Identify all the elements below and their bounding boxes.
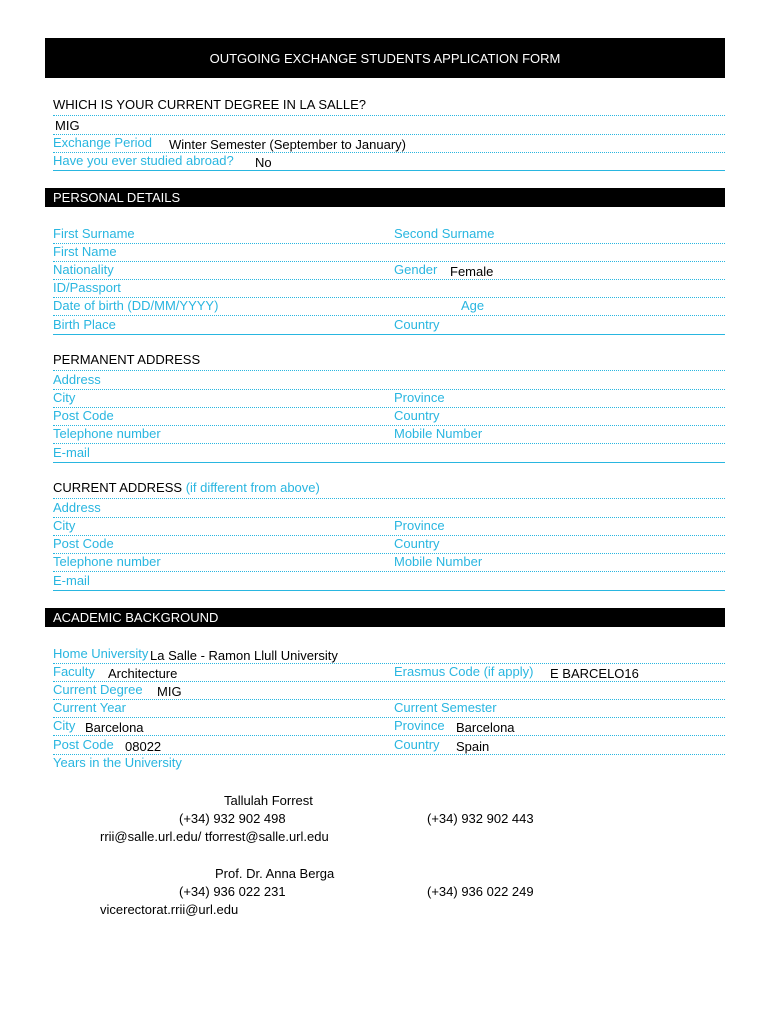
faculty-label: Faculty — [53, 664, 95, 679]
age-label: Age — [461, 298, 485, 313]
home-university-row[interactable] — [53, 645, 725, 664]
studied-abroad-row[interactable] — [53, 152, 725, 171]
exchange-period-label: Exchange Period — [53, 135, 153, 150]
academic-city-label: City — [53, 718, 76, 733]
perm-address-row[interactable] — [53, 371, 725, 390]
academic-postcode-label: Post Code — [53, 737, 114, 752]
academic-postcode-row[interactable] — [53, 736, 725, 755]
academic-province-label: Province — [394, 718, 445, 733]
degree-heading-line — [53, 97, 725, 116]
dob-row[interactable] — [53, 297, 725, 316]
degree-heading: WHICH IS YOUR CURRENT DEGREE IN LA SALLE? — [53, 97, 367, 112]
curr-mobile-label: Mobile Number — [394, 554, 483, 569]
home-university-label: Home University — [53, 646, 149, 661]
current-semester-label: Current Semester — [394, 700, 497, 715]
current-address-title: CURRENT ADDRESS — [53, 480, 183, 495]
birth-country-label: Country — [394, 317, 440, 332]
nationality-label: Nationality — [53, 262, 114, 277]
curr-postcode-row[interactable] — [53, 535, 725, 554]
second-surname-label: Second Surname — [394, 226, 495, 241]
exchange-period-row[interactable] — [53, 134, 725, 153]
academic-city-row[interactable] — [53, 717, 725, 736]
home-university-value[interactable]: La Salle - Ramon Llull University — [150, 648, 338, 663]
id-passport-row[interactable] — [53, 279, 725, 298]
academic-background-bar — [45, 608, 725, 627]
contact-1-phone: (+34) 932 902 498 — [179, 811, 286, 826]
curr-email-row[interactable] — [53, 572, 725, 591]
permanent-address-heading: PERMANENT ADDRESS — [53, 352, 201, 367]
perm-country-label: Country — [394, 408, 440, 423]
curr-country-label: Country — [394, 536, 440, 551]
perm-province-label: Province — [394, 390, 445, 405]
curr-city-label: City — [53, 518, 76, 533]
first-surname-label: First Surname — [53, 226, 135, 241]
perm-city-label: City — [53, 390, 76, 405]
current-degree-label: Current Degree — [53, 682, 143, 697]
curr-province-label: Province — [394, 518, 445, 533]
curr-telephone-label: Telephone number — [53, 554, 161, 569]
academic-country-label: Country — [394, 737, 440, 752]
personal-details-bar — [45, 188, 725, 207]
perm-email-row[interactable] — [53, 444, 725, 463]
perm-telephone-label: Telephone number — [53, 426, 161, 441]
contact-1-fax: (+34) 932 902 443 — [427, 811, 534, 826]
current-degree-value[interactable]: MIG — [157, 684, 182, 699]
curr-telephone-row[interactable] — [53, 553, 725, 572]
perm-postcode-row[interactable] — [53, 407, 725, 426]
erasmus-code-label: Erasmus Code (if apply) — [394, 664, 534, 679]
curr-address-row[interactable] — [53, 499, 725, 518]
contact-2-name: Prof. Dr. Anna Berga — [215, 866, 335, 881]
personal-details-heading: PERSONAL DETAILS — [53, 190, 181, 205]
faculty-row[interactable] — [53, 663, 725, 682]
exchange-period-value[interactable]: Winter Semester (September to January) — [169, 137, 406, 152]
studied-abroad-value[interactable]: No — [255, 155, 272, 170]
surname-row[interactable] — [53, 225, 725, 244]
id-passport-label: ID/Passport — [53, 280, 121, 295]
years-label: Years in the University — [53, 755, 182, 770]
erasmus-code-value[interactable]: E BARCELO16 — [550, 666, 639, 681]
permanent-heading-line — [53, 352, 725, 371]
perm-telephone-row[interactable] — [53, 425, 725, 444]
studied-abroad-label: Have you ever studied abroad? — [53, 153, 234, 168]
current-year-label: Current Year — [53, 700, 126, 715]
perm-email-label: E-mail — [53, 445, 90, 460]
academic-postcode-value[interactable]: 08022 — [125, 739, 162, 754]
form-title: OUTGOING EXCHANGE STUDENTS APPLICATION FORM — [209, 50, 561, 66]
degree-value[interactable]: MIG — [55, 118, 80, 133]
contact-1-name: Tallulah Forrest — [224, 793, 313, 808]
curr-address-label: Address — [53, 500, 101, 515]
birth-place-row[interactable] — [53, 316, 725, 335]
current-degree-row[interactable] — [53, 681, 725, 700]
academic-city-value[interactable]: Barcelona — [85, 720, 144, 735]
years-row[interactable] — [53, 754, 725, 772]
dob-label: Date of birth (DD/MM/YYYY) — [53, 298, 219, 313]
contact-2-email[interactable]: vicerectorat.rrii@url.edu — [100, 902, 239, 917]
gender-label: Gender — [394, 262, 438, 277]
nationality-row[interactable] — [53, 261, 725, 280]
contact-1-email[interactable]: rrii@salle.url.edu/ tforrest@salle.url.edu — [100, 829, 329, 844]
academic-country-value[interactable]: Spain — [456, 739, 490, 754]
curr-postcode-label: Post Code — [53, 536, 114, 551]
first-name-label: First Name — [53, 244, 117, 259]
contact-2-fax: (+34) 936 022 249 — [427, 884, 534, 899]
current-address-note: (if different from above) — [185, 480, 320, 495]
perm-postcode-label: Post Code — [53, 408, 114, 423]
degree-row[interactable] — [53, 116, 725, 135]
curr-city-row[interactable] — [53, 517, 725, 536]
perm-address-label: Address — [53, 372, 101, 387]
current-year-row[interactable] — [53, 699, 725, 718]
curr-email-label: E-mail — [53, 573, 90, 588]
faculty-value[interactable]: Architecture — [108, 666, 178, 681]
contact-2-phone: (+34) 936 022 231 — [179, 884, 286, 899]
birth-place-label: Birth Place — [53, 317, 116, 332]
current-heading-line — [53, 480, 725, 499]
gender-value[interactable]: Female — [450, 264, 494, 279]
perm-mobile-label: Mobile Number — [394, 426, 483, 441]
academic-background-heading: ACADEMIC BACKGROUND — [53, 610, 219, 625]
perm-city-row[interactable] — [53, 389, 725, 408]
first-name-row[interactable] — [53, 243, 725, 262]
academic-province-value[interactable]: Barcelona — [456, 720, 515, 735]
form-title-bar — [45, 38, 725, 78]
